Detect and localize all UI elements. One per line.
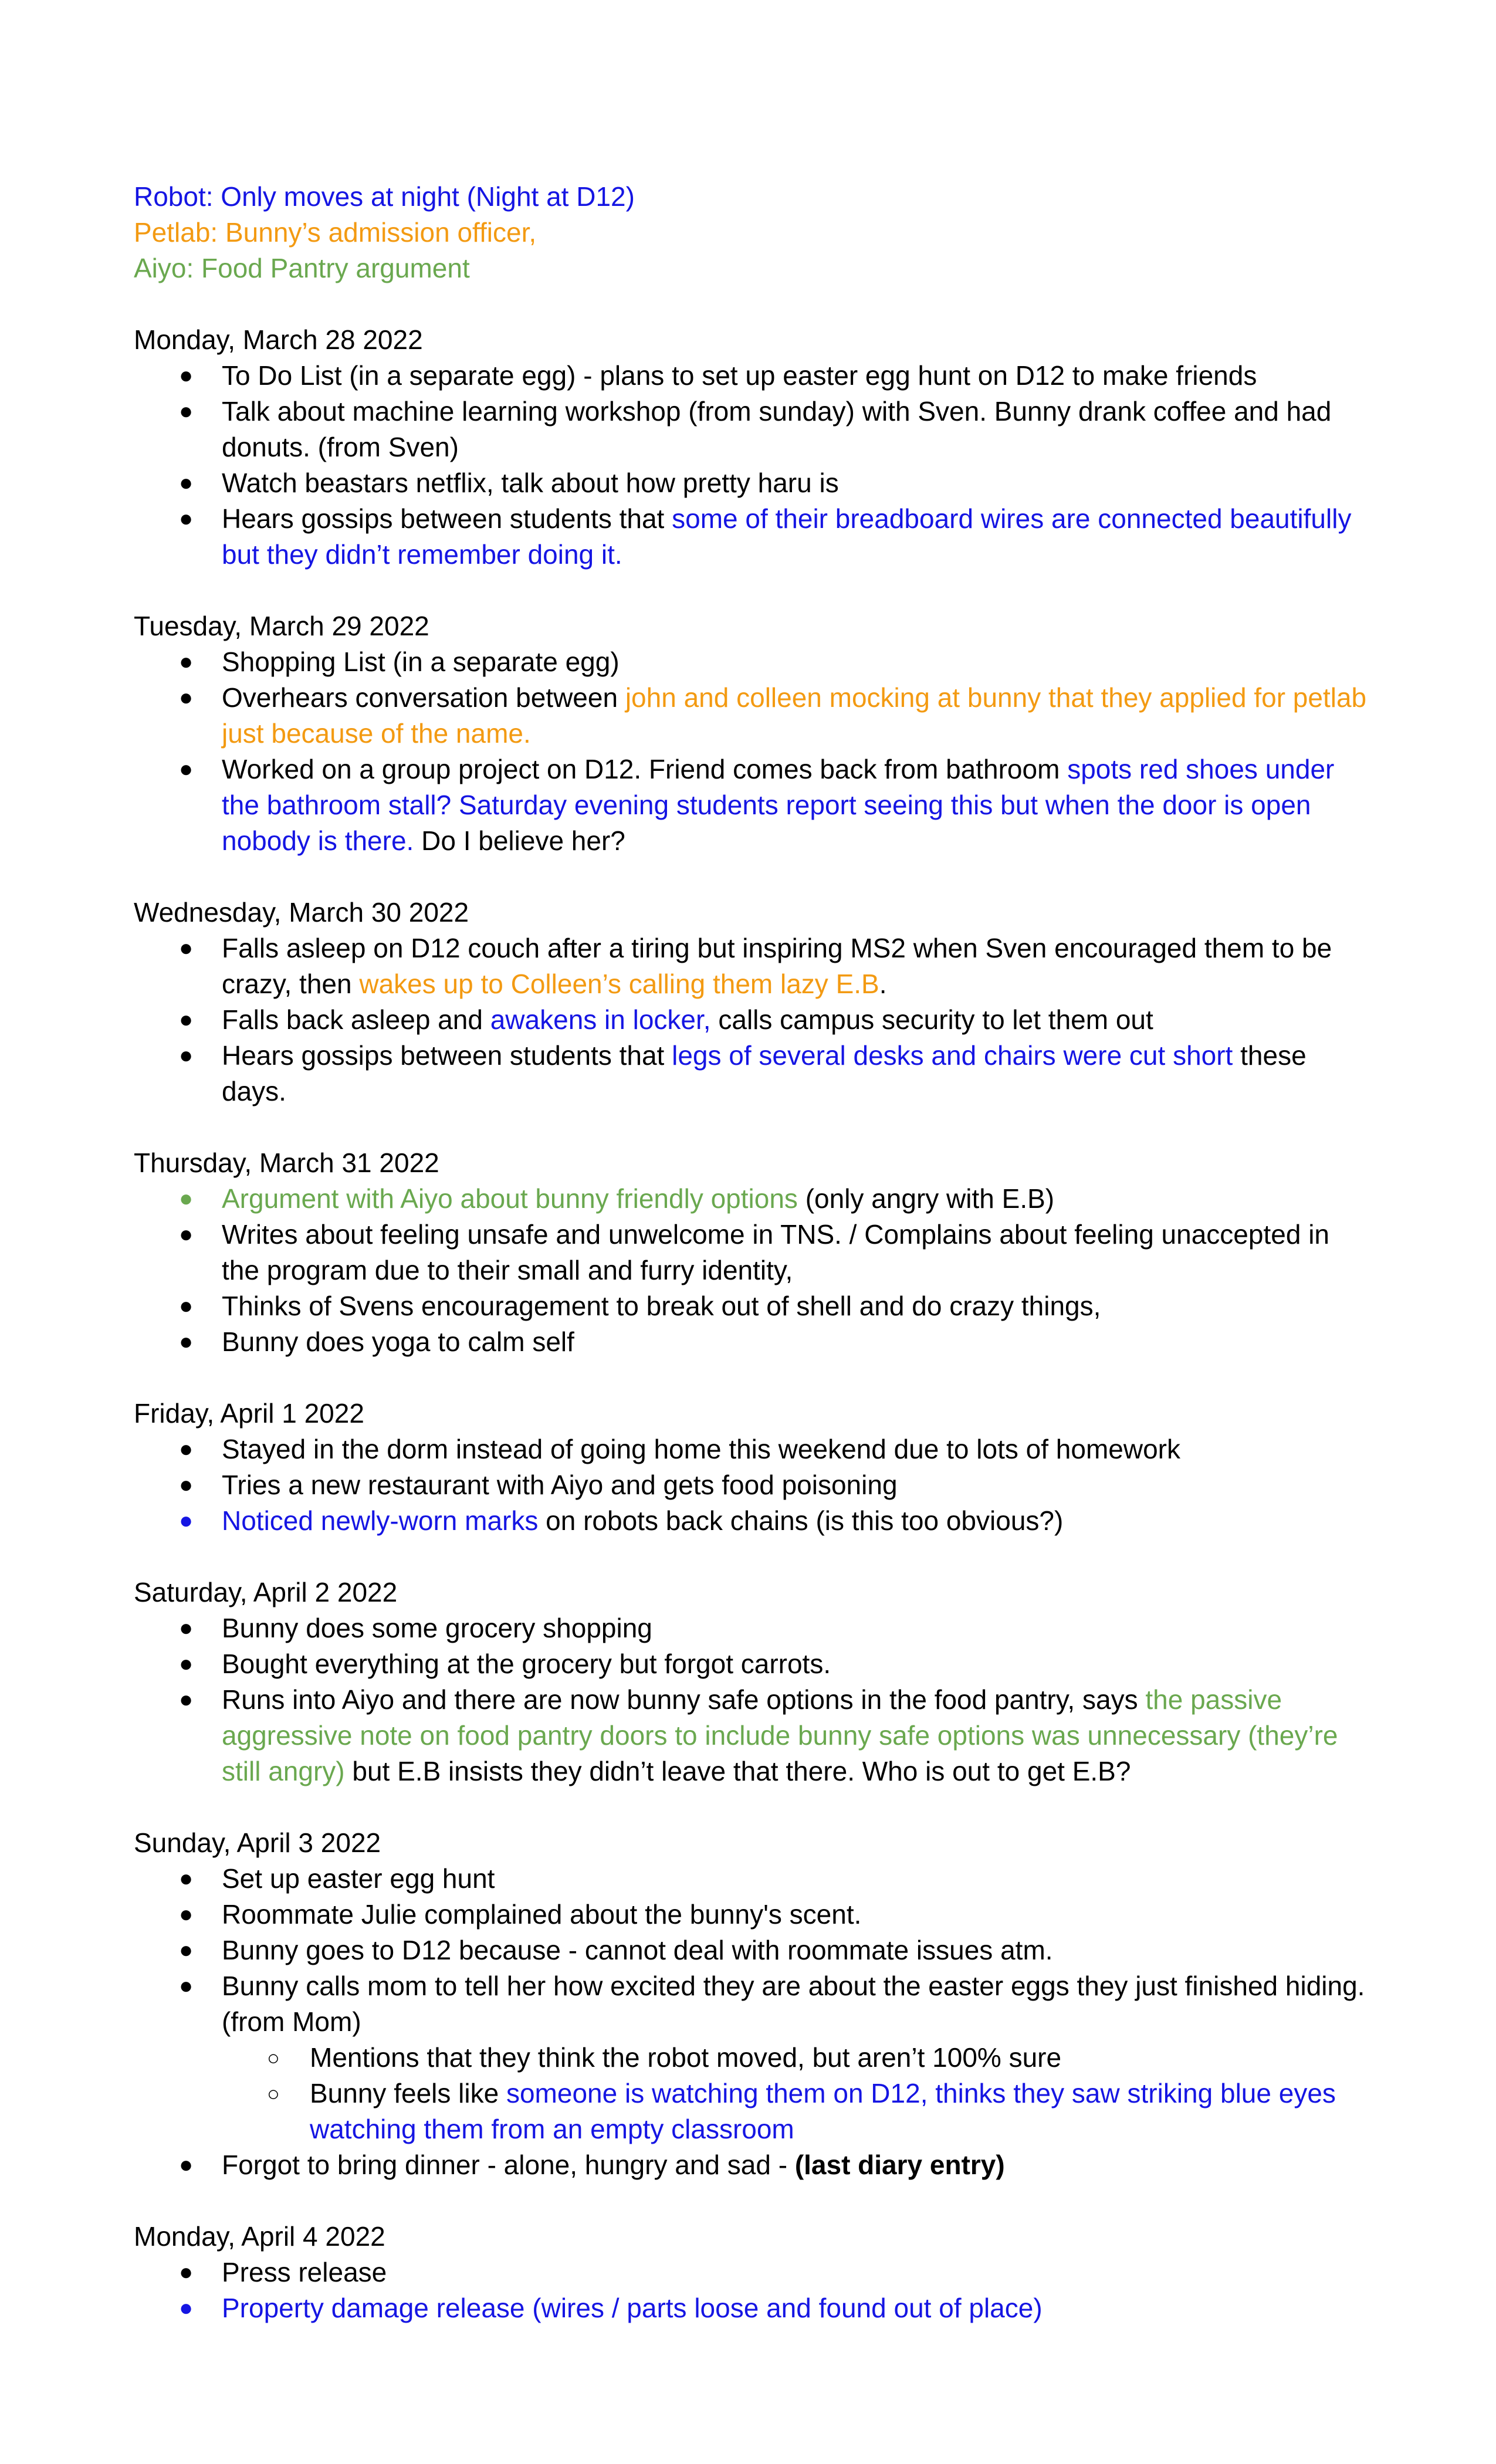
entry-text: Bought everything at the grocery but forgot carrots. xyxy=(222,1649,831,1679)
section-spacer xyxy=(134,1539,1372,1575)
entry-text: Forgot to bring dinner - alone, hungry and sad - xyxy=(222,2150,795,2180)
day-heading: Wednesday, March 30 2022 xyxy=(134,897,469,928)
bullet-icon: ● xyxy=(179,470,194,496)
list-item xyxy=(134,501,1372,573)
entry-text: Thinks of Svens encouragement to break out of shell and do crazy things, xyxy=(222,1291,1101,1321)
entry-list xyxy=(134,1431,1372,1539)
list-item xyxy=(134,1288,1372,1324)
entry-list xyxy=(134,1181,1372,1360)
day-section xyxy=(134,1825,1372,2183)
bullet-icon: ● xyxy=(179,2259,194,2285)
entry-text: Watch beastars netflix, talk about how pretty haru is xyxy=(222,468,839,498)
list-item xyxy=(134,1861,1372,1897)
day-section xyxy=(134,1145,1372,1360)
legend-line: Robot: Only moves at night (Night at D12) xyxy=(134,181,635,212)
entry-text: Stayed in the dorm instead of going home this weekend due to lots of homework xyxy=(222,1434,1180,1464)
entry-text: Shopping List (in a separate egg) xyxy=(222,647,620,677)
bullet-icon: ● xyxy=(179,1043,194,1068)
day-heading: Friday, April 1 2022 xyxy=(134,1398,364,1429)
day-section xyxy=(134,608,1372,859)
bullet-icon: ● xyxy=(179,1293,194,1319)
diary-days xyxy=(134,286,1372,2326)
list-item xyxy=(134,1932,1372,1968)
highlighted-text: spots red shoes under the bathroom stall? Saturday evening students report seeing this but when the door is open nobody is there. xyxy=(222,754,1335,856)
bullet-icon: ● xyxy=(179,649,194,675)
list-item xyxy=(134,1897,1372,1932)
entry-text: these days. xyxy=(222,1040,1307,1106)
legend-line: Petlab: Bunny’s admission officer, xyxy=(134,217,537,248)
list-item xyxy=(134,1467,1372,1503)
day-section xyxy=(134,322,1372,573)
list-item xyxy=(134,752,1372,859)
entry-text: Bunny does yoga to calm self xyxy=(222,1326,574,1357)
list-item xyxy=(134,1038,1372,1109)
bullet-icon: ● xyxy=(179,1651,194,1677)
entry-text: . xyxy=(879,969,887,999)
list-item xyxy=(134,1503,1372,1539)
list-item xyxy=(134,358,1372,394)
hollow-bullet-icon: ○ xyxy=(267,2046,280,2070)
entry-text: Worked on a group project on D12. Friend comes back from bathroom xyxy=(222,754,1068,784)
bullet-icon: ● xyxy=(179,2152,194,2178)
list-item xyxy=(134,1646,1372,1682)
highlighted-text: Argument with Aiyo about bunny friendly options xyxy=(222,1183,798,1214)
list-item xyxy=(134,1181,1372,1217)
bullet-icon: ● xyxy=(179,1687,194,1712)
list-item xyxy=(134,1217,1372,1288)
list-item xyxy=(134,2290,1372,2326)
entry-text: Set up easter egg hunt xyxy=(222,1863,495,1894)
entry-text: Press release xyxy=(222,2257,387,2287)
section-spacer xyxy=(134,286,1372,322)
entry-text: calls campus security to let them out xyxy=(710,1004,1153,1035)
day-heading: Tuesday, March 29 2022 xyxy=(134,611,429,641)
entry-text: but E.B insists they didn’t leave that there. Who is out to get E.B? xyxy=(344,1756,1131,1786)
entry-list xyxy=(134,358,1372,573)
entry-text: Overhears conversation between xyxy=(222,682,625,713)
section-spacer xyxy=(134,573,1372,608)
entry-text: Falls asleep on D12 couch after a tiring but inspiring MS2 when Sven encouraged them to be crazy, then xyxy=(222,933,1332,999)
highlighted-text: someone is watching them on D12, thinks they saw striking blue eyes watching them from an empty classroom xyxy=(310,2078,1336,2144)
entry-text: Hears gossips between students that xyxy=(222,1040,672,1071)
bullet-icon: ● xyxy=(179,2295,194,2321)
day-heading: Sunday, April 3 2022 xyxy=(134,1827,381,1858)
list-item xyxy=(134,1968,1372,2040)
bullet-icon: ● xyxy=(179,1937,194,1963)
entry-list xyxy=(134,930,1372,1109)
day-section xyxy=(134,1575,1372,1789)
entry-list xyxy=(134,1610,1372,1789)
bullet-icon: ● xyxy=(179,1221,194,1247)
entry-text: (only angry with E.B) xyxy=(797,1183,1055,1214)
entry-text: Bunny calls mom to tell her how excited they are about the easter eggs they just finished hiding. (from Mom) xyxy=(222,1971,1365,2037)
section-spacer xyxy=(134,1789,1372,1825)
bold-text: (last diary entry) xyxy=(794,2150,1005,2180)
bullet-icon: ● xyxy=(179,1973,194,1999)
entry-text: Runs into Aiyo and there are now bunny safe options in the food pantry, says xyxy=(222,1684,1146,1715)
list-item xyxy=(134,930,1372,1002)
day-heading: Saturday, April 2 2022 xyxy=(134,1577,398,1607)
highlighted-text: legs of several desks and chairs were cut short xyxy=(672,1040,1233,1071)
sub-list-item xyxy=(134,2040,1372,2076)
entry-text: To Do List (in a separate egg) - plans to set up easter egg hunt on D12 to make friends xyxy=(222,360,1257,391)
entry-list xyxy=(134,1861,1372,2183)
day-section xyxy=(134,1396,1372,1539)
section-spacer xyxy=(134,859,1372,895)
highlighted-text: Noticed newly-worn marks xyxy=(222,1505,539,1536)
entry-text: Hears gossips between students that xyxy=(222,503,672,534)
day-section xyxy=(134,2219,1372,2326)
highlighted-text: wakes up to Colleen’s calling them lazy E.B xyxy=(359,969,879,999)
bullet-icon: ● xyxy=(179,935,194,961)
entry-text: Falls back asleep and xyxy=(222,1004,490,1035)
hollow-bullet-icon: ○ xyxy=(267,2081,280,2106)
list-item xyxy=(134,644,1372,680)
list-item xyxy=(134,394,1372,465)
day-heading: Thursday, March 31 2022 xyxy=(134,1148,439,1178)
highlighted-text: the passive aggressive note on food pantry doors to include bunny safe options was unnecessary (they’re still angry) xyxy=(222,1684,1338,1786)
day-heading: Monday, April 4 2022 xyxy=(134,2221,385,2252)
bullet-icon: ● xyxy=(179,1615,194,1641)
color-legend xyxy=(134,179,1372,286)
bullet-icon: ● xyxy=(179,1866,194,1891)
bullet-icon: ● xyxy=(179,1508,194,1534)
entry-text: Mentions that they think the robot moved, but aren’t 100% sure xyxy=(310,2042,1062,2073)
day-section xyxy=(134,895,1372,1109)
bullet-icon: ● xyxy=(179,1901,194,1927)
entry-list xyxy=(134,2255,1372,2326)
section-spacer xyxy=(134,1109,1372,1145)
highlighted-text: awakens in locker, xyxy=(490,1004,711,1035)
entry-text: Bunny feels like xyxy=(310,2078,506,2108)
bullet-icon: ● xyxy=(179,1436,194,1462)
bullet-icon: ● xyxy=(179,1472,194,1498)
highlighted-text: Property damage release (wires / parts loose and found out of place) xyxy=(222,2293,1043,2323)
bullet-icon: ● xyxy=(179,1007,194,1033)
entry-text: Bunny goes to D12 because - cannot deal with roommate issues atm. xyxy=(222,1935,1053,1965)
entry-text: Talk about machine learning workshop (from sunday) with Sven. Bunny drank coffee and had donuts. (from Sven) xyxy=(222,396,1332,462)
highlighted-text: john and colleen mocking at bunny that they applied for petlab just because of the name. xyxy=(222,682,1367,749)
list-item xyxy=(134,1324,1372,1360)
bullet-icon: ● xyxy=(179,756,194,782)
section-spacer xyxy=(134,1360,1372,1396)
list-item xyxy=(134,1682,1372,1789)
bullet-icon: ● xyxy=(179,363,194,388)
list-item xyxy=(134,2255,1372,2290)
list-item xyxy=(134,465,1372,501)
entry-list xyxy=(134,644,1372,859)
list-item xyxy=(134,2147,1372,2183)
document-body xyxy=(134,179,1372,2326)
list-item xyxy=(134,680,1372,752)
list-item xyxy=(134,1431,1372,1467)
bullet-icon: ● xyxy=(179,1186,194,1211)
bullet-icon: ● xyxy=(179,1329,194,1355)
bullet-icon: ● xyxy=(179,685,194,710)
entry-text: Roommate Julie complained about the bunny's scent. xyxy=(222,1899,862,1930)
highlighted-text: some of their breadboard wires are connected beautifully but they didn’t remember doing it. xyxy=(222,503,1352,570)
entry-text: Bunny does some grocery shopping xyxy=(222,1613,652,1643)
entry-text: on robots back chains (is this too obvious?) xyxy=(538,1505,1064,1536)
day-heading: Monday, March 28 2022 xyxy=(134,324,423,355)
bullet-icon: ● xyxy=(179,398,194,424)
bullet-icon: ● xyxy=(179,506,194,532)
list-item xyxy=(134,1002,1372,1038)
entry-text: Writes about feeling unsafe and unwelcome in TNS. / Complains about feeling unaccepted in the program due to their small and furry identity, xyxy=(222,1219,1329,1285)
section-spacer xyxy=(134,2183,1372,2219)
entry-text: Do I believe her? xyxy=(414,825,625,856)
sub-list-item xyxy=(134,2076,1372,2147)
entry-text: Tries a new restaurant with Aiyo and gets food poisoning xyxy=(222,1470,898,1500)
list-item xyxy=(134,1610,1372,1646)
legend-line: Aiyo: Food Pantry argument xyxy=(134,253,470,283)
